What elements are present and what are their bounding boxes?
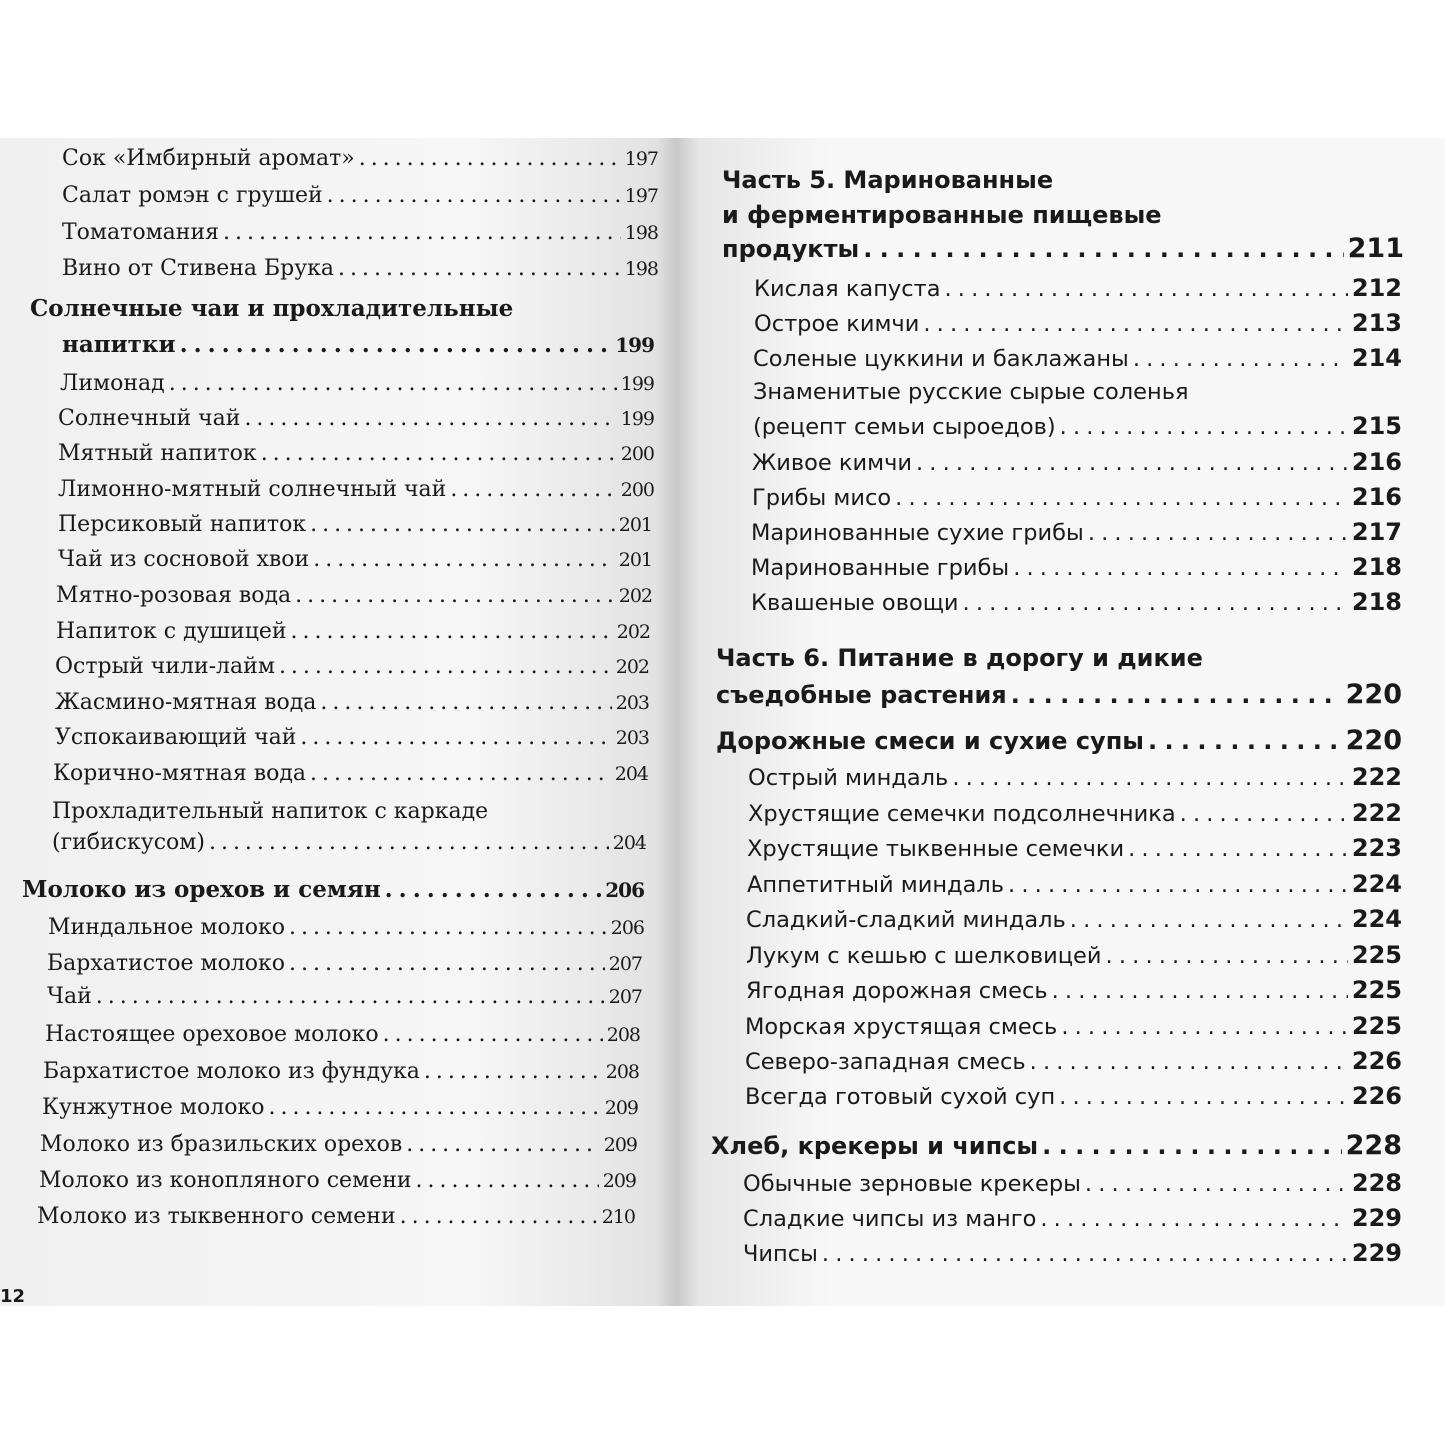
toc-entry-title: Салат ромэн с грушей [62, 183, 323, 208]
toc-entry-page: 228 [1345, 1130, 1402, 1161]
toc-entry [62, 146, 658, 171]
toc-entry-title: Хрустящие семечки подсолнечника [748, 801, 1176, 827]
toc-entry [48, 915, 644, 940]
toc-entry-page: 228 [1351, 1169, 1402, 1197]
toc-entry [747, 834, 1402, 862]
book-spread [0, 138, 1445, 1306]
toc-entry [743, 1239, 1402, 1267]
toc-entry-page: 199 [620, 408, 654, 430]
toc-entry-page: 223 [1351, 834, 1402, 862]
toc-entry-page: 208 [606, 1024, 640, 1046]
toc-section-title: напитки [62, 331, 176, 358]
toc-section-title: Хлеб, крекеры и чипсы [711, 1132, 1039, 1160]
toc-entry [42, 1095, 638, 1120]
dot-leader [313, 547, 615, 572]
toc-entry-title: Грибы мисо [752, 485, 892, 511]
toc-entry-title: Кислая капуста [754, 276, 941, 302]
toc-entry-page: 229 [1351, 1204, 1402, 1232]
toc-section-title: Часть 5. Маринованные [722, 166, 1054, 194]
toc-entry-title: Мятный напиток [58, 441, 257, 466]
toc-entry [58, 512, 652, 537]
dot-leader [1030, 1049, 1348, 1075]
toc-entry [56, 619, 650, 644]
left-page [0, 138, 676, 1306]
dot-leader [1060, 414, 1348, 440]
toc-entry [748, 763, 1402, 791]
dot-leader [320, 690, 611, 715]
toc-entry [752, 483, 1402, 511]
toc-entry-page: 208 [605, 1061, 639, 1083]
toc-entry [62, 256, 658, 281]
dot-leader [1128, 836, 1348, 862]
toc-entry-page: 199 [620, 373, 654, 395]
page-number: 12 [0, 1286, 26, 1306]
toc-entry-title: Квашеные овощи [751, 590, 959, 616]
dot-leader [327, 183, 621, 208]
toc-entry-title: Жасмино-мятная вода [55, 690, 317, 715]
dot-leader [169, 371, 617, 396]
toc-entry-page: 201 [618, 514, 652, 536]
toc-entry-title: Напиток с душицей [56, 619, 287, 644]
toc-entry-title: Острый чили-лайм [55, 654, 275, 679]
toc-entry-page: 213 [1351, 309, 1402, 337]
dot-leader [952, 765, 1348, 791]
toc-entry [753, 344, 1402, 372]
toc-entry [62, 183, 658, 208]
toc-entry [746, 905, 1402, 933]
dot-leader [1011, 681, 1342, 709]
dot-leader [963, 590, 1348, 616]
dot-leader [1148, 727, 1342, 755]
toc-entry-title: Молоко из тыквенного семени [37, 1204, 396, 1229]
toc-entry-page: 226 [1351, 1047, 1402, 1075]
toc-section-heading [722, 233, 1404, 264]
dot-leader [1052, 978, 1348, 1004]
toc-entry-title: Чай из сосновой хвои [58, 547, 310, 572]
dot-leader [406, 1132, 600, 1157]
toc-section-title: Солнечные чаи и прохладительные [30, 295, 514, 322]
right-page [676, 138, 1445, 1306]
toc-entry-page: 224 [1351, 870, 1402, 898]
toc-entry [753, 412, 1402, 440]
toc-entry [745, 1012, 1402, 1040]
dot-leader [1106, 943, 1348, 969]
toc-entry [745, 1082, 1402, 1110]
toc-entry-page: 210 [601, 1206, 635, 1228]
toc-entry-page: 202 [616, 621, 650, 643]
toc-entry [751, 553, 1402, 581]
toc-entry [40, 1132, 637, 1157]
toc-entry-title: Солнечный чай [58, 406, 241, 431]
toc-entry-page: 209 [602, 1170, 636, 1192]
toc-entry [743, 1169, 1402, 1197]
toc-entry-page: 207 [608, 986, 642, 1008]
toc-entry-page: 206 [610, 917, 644, 939]
dot-leader [863, 235, 1343, 263]
toc-entry-title: (гибискусом) [52, 830, 205, 855]
dot-leader [300, 725, 611, 750]
toc-entry [58, 406, 654, 431]
dot-leader [400, 1204, 598, 1229]
toc-entry-page: 229 [1351, 1239, 1402, 1267]
toc-entry-page: 222 [1351, 763, 1402, 791]
toc-entry-page: 215 [1351, 412, 1402, 440]
dot-leader [289, 915, 607, 940]
toc-section-heading [711, 1130, 1402, 1161]
toc-section-heading [62, 331, 654, 358]
toc-entry-title: Корично-мятная вода [53, 761, 307, 786]
dot-leader [279, 654, 612, 679]
toc-entry-page: 207 [608, 953, 642, 975]
dot-leader [289, 951, 605, 976]
toc-entry-page: 212 [1351, 274, 1402, 302]
toc-entry-page: 209 [604, 1097, 638, 1119]
dot-leader [424, 1059, 602, 1084]
toc-section-title: и ферментированные пищевые [722, 201, 1162, 229]
toc-entry-title: Всегда готовый сухой суп [745, 1084, 1056, 1110]
toc-entry [754, 309, 1402, 337]
toc-entry [53, 761, 648, 786]
toc-entry-page: 225 [1351, 941, 1402, 969]
toc-entry [37, 1204, 635, 1229]
dot-leader [359, 146, 621, 171]
dot-leader [223, 220, 621, 245]
toc-entry-page: 226 [1351, 1082, 1402, 1110]
toc-section-title: съедобные растения [716, 681, 1007, 709]
toc-section-heading [22, 876, 644, 903]
toc-entry-page: 197 [624, 148, 658, 170]
toc-entry-title: Томатомания [62, 220, 219, 245]
toc-entry [56, 583, 652, 608]
toc-entry-title: Аппетитный миндаль [747, 872, 1005, 898]
dot-leader [295, 583, 615, 608]
dot-leader [1085, 1171, 1348, 1197]
dot-leader [916, 450, 1348, 476]
dot-leader [895, 485, 1348, 511]
toc-entry-page: 198 [624, 222, 658, 244]
toc-entry [58, 477, 654, 502]
dot-leader [1070, 907, 1348, 933]
toc-entry [39, 1168, 636, 1193]
toc-entry-title: Успокаивающий чай [55, 725, 297, 750]
toc-entry-title: Сладкие чипсы из манго [743, 1206, 1037, 1232]
toc-section-title: Молоко из орехов и семян [22, 876, 381, 903]
toc-entry-title: Прохладительный напиток с каркаде [52, 799, 489, 824]
toc-entry [55, 725, 649, 750]
dot-leader [96, 984, 605, 1009]
toc-section-title: Дорожные смеси и сухие супы [716, 727, 1144, 755]
toc-entry [747, 870, 1402, 898]
dot-leader [1088, 520, 1348, 546]
toc-entry [52, 830, 646, 855]
toc-entry [746, 976, 1402, 1004]
toc-entry [52, 799, 612, 824]
toc-entry-title: Маринованные сухие грибы [751, 520, 1084, 546]
toc-entry-title: Молоко из бразильских орехов [40, 1132, 403, 1157]
dot-leader [180, 331, 612, 358]
toc-entry-page: 200 [620, 479, 654, 501]
toc-entry-title: Лимонад [60, 371, 165, 396]
toc-entry-page: 222 [1351, 799, 1402, 827]
toc-entry-page: 216 [1351, 448, 1402, 476]
toc-entry-page: 204 [614, 763, 648, 785]
toc-entry-page: 200 [620, 443, 654, 465]
dot-leader [1061, 1014, 1348, 1040]
dot-leader [1042, 1132, 1342, 1160]
dot-leader [261, 441, 617, 466]
toc-entry-page: 217 [1351, 518, 1402, 546]
toc-entry-page: 203 [615, 727, 649, 749]
toc-entry [45, 1022, 640, 1047]
toc-entry-title: Кунжутное молоко [42, 1095, 265, 1120]
toc-entry-page: 214 [1351, 344, 1402, 372]
toc-entry-title: Острое кимчи [754, 311, 920, 337]
toc-entry-title: Бархатистое молоко [47, 951, 286, 976]
toc-entry [60, 371, 654, 396]
toc-entry-title: Северо-западная смесь [745, 1049, 1026, 1075]
toc-entry-title: Хрустящие тыквенные семечки [747, 836, 1125, 862]
toc-entry-page: 220 [1345, 725, 1402, 756]
toc-entry-page: 198 [624, 258, 658, 280]
toc-entry-title: Мятно-розовая вода [56, 583, 292, 608]
toc-section-heading [716, 725, 1402, 756]
toc-entry [55, 690, 649, 715]
toc-entry [754, 274, 1402, 302]
toc-entry-title: Молоко из конопляного семени [39, 1168, 412, 1193]
toc-entry-title: Знаменитые русские сырые соленья [753, 379, 1189, 405]
toc-entry-page: 220 [1345, 679, 1402, 710]
dot-leader [1013, 555, 1348, 581]
dot-leader [1133, 346, 1348, 372]
toc-entry [746, 941, 1402, 969]
toc-section-heading [722, 166, 1362, 194]
toc-entry-title: Живое кимчи [752, 450, 912, 476]
dot-leader [291, 619, 613, 644]
toc-entry-page: 203 [615, 692, 649, 714]
toc-entry-page: 216 [1351, 483, 1402, 511]
toc-entry-page: 224 [1351, 905, 1402, 933]
toc-entry-title: Лукум с кешью с шелковицей [746, 943, 1102, 969]
toc-entry-title: Персиковый напиток [58, 512, 307, 537]
toc-entry-title: Маринованные грибы [751, 555, 1010, 581]
toc-entry-title: Миндальное молоко [48, 915, 285, 940]
toc-section-title: Часть 6. Питание в дорогу и дикие [716, 644, 1203, 672]
toc-entry-title: Морская хрустящая смесь [745, 1014, 1058, 1040]
dot-leader [338, 256, 621, 281]
toc-entry [43, 1059, 639, 1084]
toc-entry [47, 951, 642, 976]
toc-entry-title: Бархатистое молоко из фундука [43, 1059, 420, 1084]
toc-entry-page: 225 [1351, 1012, 1402, 1040]
toc-entry [751, 518, 1402, 546]
toc-entry-page: 202 [615, 656, 649, 678]
toc-section-heading [716, 679, 1402, 710]
toc-entry-title: Настоящее ореховое молоко [45, 1022, 379, 1047]
dot-leader [1008, 872, 1348, 898]
toc-section-title: продукты [722, 235, 860, 263]
toc-entry-title: (рецепт семьи сыроедов) [753, 414, 1056, 440]
toc-entry [751, 588, 1402, 616]
toc-entry-title: Острый миндаль [748, 765, 949, 791]
toc-entry-title: Ягодная дорожная смесь [746, 978, 1048, 1004]
dot-leader [310, 761, 611, 786]
toc-entry-title: Лимонно-мятный солнечный чай [58, 477, 447, 502]
dot-leader [383, 1022, 603, 1047]
toc-entry [58, 547, 652, 572]
toc-entry [55, 654, 649, 679]
toc-entry-page: 201 [618, 549, 652, 571]
dot-leader [1040, 1206, 1348, 1232]
toc-entry-page: 225 [1351, 976, 1402, 1004]
toc-entry-title: Сладкий-сладкий миндаль [746, 907, 1066, 933]
toc-entry [753, 379, 1373, 405]
toc-entry-title: Сок «Имбирный аромат» [62, 146, 355, 171]
toc-entry [745, 1047, 1402, 1075]
toc-entry-page: 204 [612, 832, 646, 854]
toc-entry-page: 206 [605, 878, 644, 902]
dot-leader [268, 1095, 600, 1120]
dot-leader [1059, 1084, 1348, 1110]
dot-leader [310, 512, 615, 537]
toc-entry-page: 202 [618, 585, 652, 607]
toc-section-heading [30, 295, 650, 322]
toc-entry-title: Вино от Стивена Брука [62, 256, 335, 281]
toc-entry [58, 441, 654, 466]
toc-entry-page: 218 [1351, 588, 1402, 616]
toc-entry-page: 199 [615, 333, 654, 357]
toc-entry-title: Соленые цуккини и баклажаны [753, 346, 1129, 372]
dot-leader [822, 1241, 1348, 1267]
toc-entry-page: 209 [603, 1134, 637, 1156]
toc-section-heading [722, 201, 1362, 229]
dot-leader [923, 311, 1348, 337]
toc-entry-title: Чипсы [743, 1241, 818, 1267]
toc-entry [47, 984, 642, 1009]
toc-entry-title: Чай [47, 984, 92, 1009]
dot-leader [385, 876, 602, 903]
toc-entry-page: 197 [624, 185, 658, 207]
dot-leader [416, 1168, 599, 1193]
toc-entry-page: 218 [1351, 553, 1402, 581]
toc-entry [748, 799, 1402, 827]
dot-leader [945, 276, 1348, 302]
dot-leader [244, 406, 616, 431]
toc-entry [62, 220, 658, 245]
toc-entry [743, 1204, 1402, 1232]
dot-leader [450, 477, 616, 502]
toc-entry-page: 211 [1347, 233, 1404, 264]
toc-entry [752, 448, 1402, 476]
dot-leader [1180, 801, 1348, 827]
toc-section-heading [716, 644, 1376, 672]
dot-leader [209, 830, 609, 855]
toc-entry-title: Обычные зерновые крекеры [743, 1171, 1081, 1197]
